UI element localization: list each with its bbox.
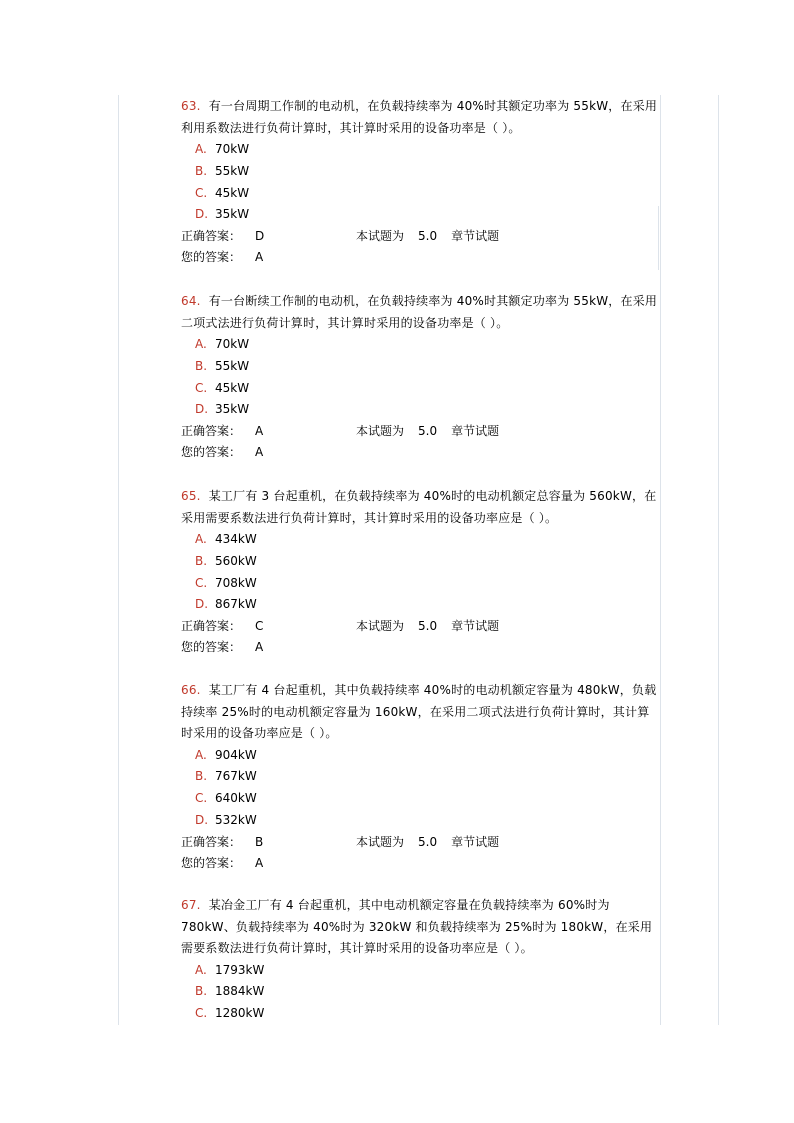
- option-d[interactable]: D. 35kW: [195, 402, 250, 417]
- option-a[interactable]: A. 70kW: [195, 337, 250, 352]
- question-number: 67.: [181, 898, 201, 912]
- outer-right-border-line: [718, 95, 719, 1025]
- score-info: 本试题为 5.0 章节试题: [356, 423, 500, 438]
- score-info: 本试题为 5.0 章节试题: [356, 228, 500, 243]
- option-c[interactable]: C. 45kW: [195, 185, 250, 200]
- option-c[interactable]: C. 1280kW: [195, 1006, 265, 1021]
- option-a[interactable]: A. 70kW: [195, 142, 250, 157]
- question-text: 某冶金工厂有 4 台起重机，其中电动机额定容量在负载持续率为 60%时为 780kW、负载持续率为 40%时为 320kW 和负载持续率为 25%时为 180kW，在采用需要系数法进行负荷计算时，其计算时采用的设备功率应是（ ）。: [181, 898, 653, 956]
- your-answer-row: 您的答案： A: [181, 250, 264, 265]
- score-info: 本试题为 5.0 章节试题: [356, 618, 500, 633]
- option-a[interactable]: A. 1793kW: [195, 962, 265, 977]
- correct-answer: D: [255, 228, 265, 243]
- correct-answer-row: 正确答案： D 本试题为 5.0 章节试题: [181, 226, 659, 248]
- question-66: [181, 680, 659, 875]
- question-number: 66.: [181, 683, 201, 697]
- question-text: 有一台周期工作制的电动机，在负载持续率为 40%时其额定功率为 55kW，在采用利用系数法进行负荷计算时，其计算时采用的设备功率是（ ）。: [181, 99, 658, 135]
- option-d[interactable]: D. 867kW: [195, 597, 257, 612]
- inner-right-border-line: [660, 95, 661, 1025]
- question-number: 65.: [181, 489, 201, 503]
- correct-answer-row: 正确答案： B 本试题为 5.0 章节试题: [181, 832, 659, 854]
- option-c[interactable]: C. 640kW: [195, 791, 257, 806]
- correct-answer-row: 正确答案： C 本试题为 5.0 章节试题: [181, 616, 659, 638]
- option-d[interactable]: D. 532kW: [195, 812, 257, 827]
- question-number: 63.: [181, 99, 201, 113]
- option-b[interactable]: B. 1884kW: [195, 984, 265, 999]
- option-c[interactable]: C. 45kW: [195, 380, 250, 395]
- your-answer: A: [255, 250, 264, 265]
- question-65: [181, 486, 659, 659]
- question-stem: [181, 291, 659, 334]
- question-stem: [181, 895, 659, 960]
- correct-answer: C: [255, 618, 264, 633]
- option-b[interactable]: B. 55kW: [195, 163, 250, 178]
- your-answer: A: [255, 445, 264, 460]
- question-text: 某工厂有 3 台起重机，在负载持续率为 40%时的电动机额定总容量为 560kW，在采用需要系数法进行负荷计算时，其计算时采用的设备功率应是（ ）。: [181, 489, 657, 525]
- question-number: 64.: [181, 294, 201, 308]
- option-a[interactable]: A. 904kW: [195, 747, 257, 762]
- question-67: [181, 895, 659, 1025]
- option-d[interactable]: D. 35kW: [195, 207, 250, 222]
- option-a[interactable]: A. 434kW: [195, 532, 257, 547]
- correct-answer: A: [255, 423, 264, 438]
- correct-answer-row: 正确答案： A 本试题为 5.0 章节试题: [181, 421, 659, 443]
- question-stem: [181, 680, 659, 745]
- your-answer-row: 您的答案： A: [181, 640, 264, 655]
- question-63: [181, 96, 659, 269]
- question-stem: [181, 96, 659, 139]
- option-c[interactable]: C. 708kW: [195, 575, 257, 590]
- option-b[interactable]: B. 560kW: [195, 553, 257, 568]
- your-answer-row: 您的答案： A: [181, 856, 264, 871]
- question-text: 有一台断续工作制的电动机，在负载持续率为 40%时其额定功率为 55kW，在采用二项式法进行负荷计算时，其计算时采用的设备功率是（ ）。: [181, 294, 658, 330]
- question-stem: [181, 486, 659, 529]
- score-info: 本试题为 5.0 章节试题: [356, 834, 500, 849]
- your-answer: A: [255, 640, 264, 655]
- your-answer-row: 您的答案： A: [181, 445, 264, 460]
- question-divider: [658, 206, 659, 270]
- left-border-line: [118, 95, 119, 1025]
- option-b[interactable]: B. 767kW: [195, 769, 257, 784]
- your-answer: A: [255, 856, 264, 871]
- correct-answer: B: [255, 834, 264, 849]
- question-text: 某工厂有 4 台起重机，其中负载持续率 40%时的电动机额定容量为 480kW，负载持续率 25%时的电动机额定容量为 160kW，在采用二项式法进行负荷计算时，其计算时采用的设备功率应是（ ）。: [181, 683, 657, 741]
- question-64: [181, 291, 659, 464]
- option-b[interactable]: B. 55kW: [195, 358, 250, 373]
